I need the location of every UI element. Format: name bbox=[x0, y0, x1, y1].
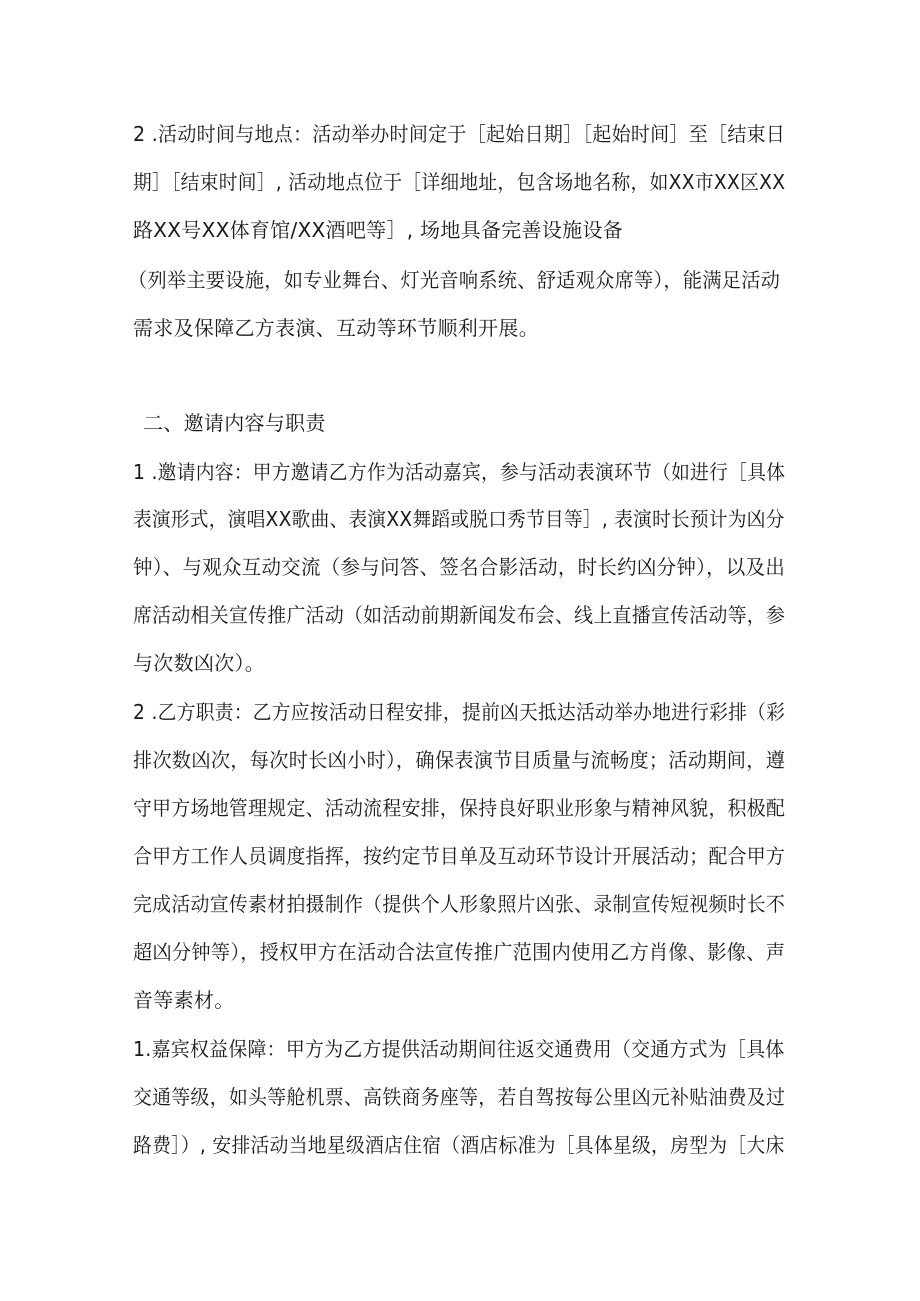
text-line: （列举主要设施，如专业舞台、灯光音响系统、舒适观众席等），能满足活动 bbox=[128, 268, 781, 292]
text-line: 2 .活动时间与地点：活动举办时间定于［起始日期］［起始时间］至［结束日 bbox=[133, 122, 786, 146]
text-line: 合甲方工作人员调度指挥，按约定节目单及互动环节设计开展活动；配合甲方 bbox=[133, 844, 786, 868]
text-line: 表演形式，演唱XX歌曲、表演XX舞蹈或脱口秀节目等］, 表演时长预计为凶分 bbox=[133, 507, 785, 531]
text-line: 钟）、与观众互动交流（参与问答、签名合影活动，时长约凶分钟），以及出 bbox=[133, 555, 786, 579]
text-line: 排次数凶次，每次时长凶小时），确保表演节目质量与流畅度；活动期间，遵 bbox=[133, 748, 786, 772]
text-line: 期］［结束时间］, 活动地点位于［详细地址，包含场地名称，如XX市XX区XX bbox=[133, 170, 786, 194]
text-line: 路XX号XX体育馆/XX酒吧等］, 场地具备完善设施设备 bbox=[133, 218, 624, 242]
text-line: 超凶分钟等），授权甲方在活动合法宣传推广范围内使用乙方肖像、影像、声 bbox=[133, 940, 786, 964]
text-line: 音等素材。 bbox=[133, 988, 235, 1012]
text-line: 守甲方场地管理规定、活动流程安排，保持良好职业形象与精神风貌，积极配 bbox=[133, 796, 786, 820]
text-line: 席活动相关宣传推广活动（如活动前期新闻发布会、线上直播宣传活动等，参 bbox=[133, 603, 786, 627]
text-line: 需求及保障乙方表演、互动等环节顺利开展。 bbox=[133, 316, 539, 340]
text-line: 与次数凶次）。 bbox=[133, 651, 266, 675]
text-line: 交通等级，如头等舱机票、高铁商务座等，若自驾按每公里凶元补贴油费及过 bbox=[133, 1085, 786, 1109]
text-line: 完成活动宣传素材拍摄制作（提供个人形象照片凶张、录制宣传短视频时长不 bbox=[133, 892, 786, 916]
text-line: 1.嘉宾权益保障：甲方为乙方提供活动期间往返交通费用（交通方式为［具体 bbox=[133, 1037, 785, 1061]
text-line: 路费］）, 安排活动当地星级酒店住宿（酒店标准为［具体星级，房型为［大床 bbox=[133, 1133, 785, 1157]
text-line: 2 .乙方职责：乙方应按活动日程安排，提前凶天抵达活动举办地进行彩排（彩 bbox=[133, 700, 786, 724]
text-line: 1 .邀请内容：甲方邀请乙方作为活动嘉宾，参与活动表演环节（如进行［具体 bbox=[133, 460, 786, 484]
section-heading: 二、邀请内容与职责 bbox=[143, 411, 326, 435]
